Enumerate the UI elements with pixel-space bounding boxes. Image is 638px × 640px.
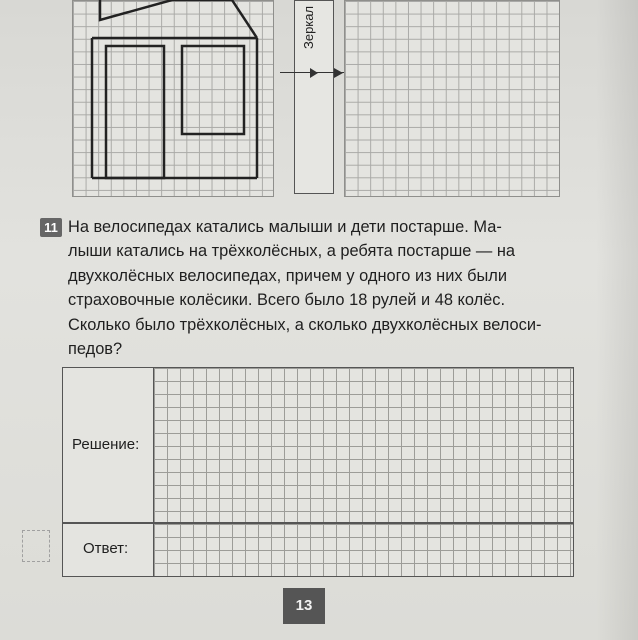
answer-divider (63, 522, 573, 524)
task-line: лыши катались на трёхколёсных, а ребята постарше — на (68, 242, 515, 261)
task-line: Сколько было трёхколёсных, а сколько двухколёсных велоси- (68, 315, 542, 334)
house-door (106, 46, 164, 178)
answer-label: Ответ: (83, 540, 129, 557)
answer-table (62, 367, 574, 577)
task-number-badge: 11 (40, 218, 62, 237)
answer-label-column (63, 368, 154, 576)
previous-task-figures (0, 0, 638, 200)
house-window (182, 46, 244, 134)
mirror-arrow-head (334, 68, 343, 78)
house-drawing (72, 0, 272, 195)
page-number: 13 (283, 588, 325, 624)
task-line: страховочные колёсики. Всего было 18 рулей и 48 колёс. (68, 291, 506, 310)
task-line: двухколёсных велосипедах, причем у одного из них были (68, 266, 508, 285)
task-line: На велосипедах катались малыши и дети постарше. Ма- (68, 218, 502, 236)
page-shadow (596, 0, 638, 640)
solution-label: Решение: (72, 436, 140, 453)
mirror-label: Зеркал (301, 5, 316, 49)
mirror-arrow-mid-head (310, 68, 318, 78)
answer-grid[interactable] (154, 368, 573, 576)
house-roof (100, 0, 257, 38)
score-box (22, 530, 50, 562)
task-line: педов? (68, 340, 123, 358)
mirror-grid (344, 0, 560, 197)
